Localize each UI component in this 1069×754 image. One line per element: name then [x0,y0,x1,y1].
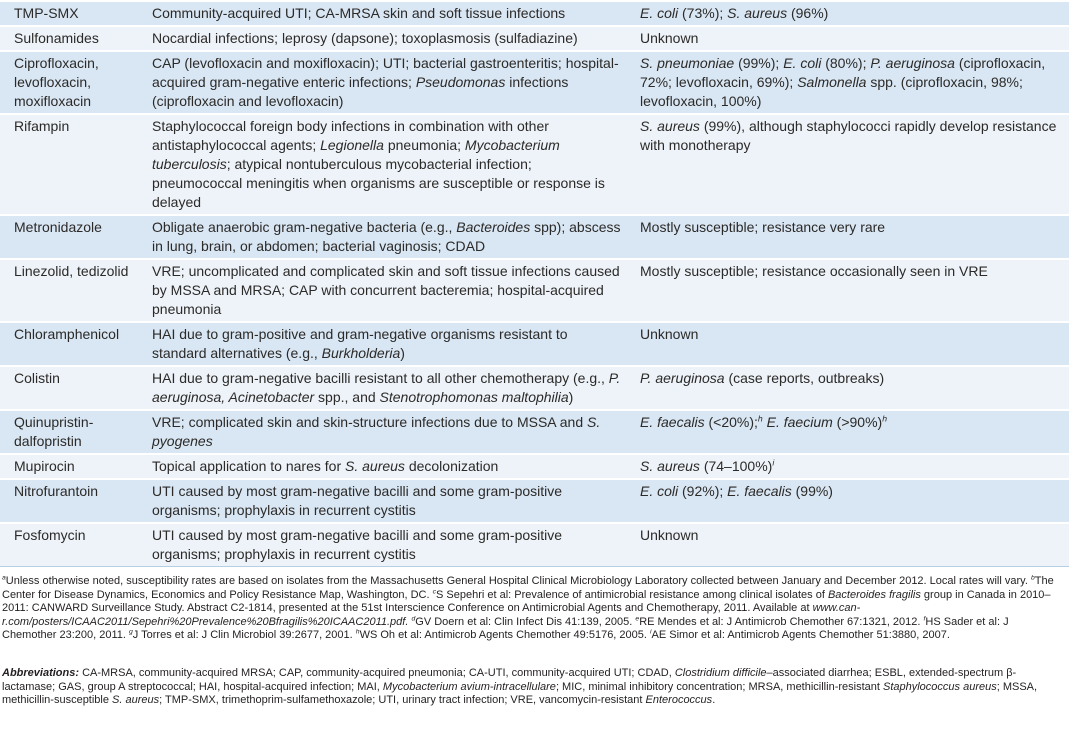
indications-cell: UTI caused by most gram-negative bacilli and some gram-positive organisms; prophylaxis in recurrent cystitis [152,483,563,518]
indications-cell: HAI due to gram-negative bacilli resistant to all other chemotherapy (e.g., P. aeruginosa, Acinetobacter spp., and Stenotrophomonas maltophilia) [152,370,621,405]
table-row [0,367,1069,411]
table-row [0,524,1069,566]
indications-cell: VRE; complicated skin and skin-structure infections due to MSSA and S. pyogenes [152,414,601,449]
antibiotics-table [0,2,1069,567]
indications-cell: VRE; uncomplicated and complicated skin and soft tissue infections caused by MSSA and MRSA; CAP with concurrent bacteremia; hospital-acquired pneumonia [152,263,620,317]
susceptibility-cell: E. coli (73%); S. aureus (96%) [640,5,829,21]
indications-cell: Topical application to nares for S. aureus decolonization [152,458,499,474]
drug-name-cell: Nitrofurantoin [14,483,99,499]
abbreviations: Abbreviations: CA-MRSA, community-acquired MRSA; CAP, community-acquired pneumonia; CA-UTI, community-acquired UTI; CDAD, Clostridium difficile–associated diarrhea; ESBL, extended-spectrum β-lactamase; GAS, group A streptococcal; HAI, hospital-acquired infection; MAI, Mycobacterium avium-intracellulare; MIC, minimal inhibitory concentration; MRSA, methicillin-resistant Staphylococcus aureus; MSSA, methicillin-susceptible S. aureus; TMP-SMX, trimethoprim-sulfamethoxazole; UTI, urinary tract infection; VRE, vancomycin-resistant Enterococcus. [2,666,1038,707]
indications-cell: Community-acquired UTI; CA-MRSA skin and soft tissue infections [152,5,566,21]
table-row [0,52,1069,115]
table-row [0,216,1069,260]
table-row [0,27,1069,52]
susceptibility-cell: E. faecalis (<20%);$^h$ E. faecium (>90%)$^h$ [640,413,888,430]
susceptibility-cell: P. aeruginosa (case reports, outbreaks) [640,370,885,386]
susceptibility-cell: Mostly susceptible; resistance very rare [640,219,886,235]
susceptibility-cell: S. aureus $(74-100\%)^i$ [640,457,775,474]
table-row [0,260,1069,323]
table-row [0,2,1069,27]
indications-cell: Obligate anaerobic gram-negative bacteria (e.g., Bacteroides spp); abscess in lung, brain, or abdomen; bacterial vaginosis; CDAD [152,219,621,254]
drug-name-cell: Metronidazole [14,219,102,235]
table-row [0,411,1069,455]
susceptibility-cell: Mostly susceptible; resistance occasionally seen in VRE [640,263,988,279]
footnotes: $^a$Unless otherwise noted, susceptibility rates are based on isolates from the Massachusetts General Hospital Clinical Microbiology Laboratory collected between January and December 2012. Local rates will vary. $^b$The Center for Disease Dynamics, Economics and Policy Resistance Map, Washington, DC. $^c$S Sepehri et al: Prevalence of antimicrobial resistance among clinical isolates of Bacteroides fragilis group in Canada in 2010–2011: CANWARD Surveillance Study. Abstract C2-1814, presented at the 51st Interscience Conference on Antimicrobial Agents and Chemotherapy, 2011. Available at www.can-r.com/posters/ICAAC2011/Sepehri%20Prevalence%20Bfragilis%20ICAAC2011.pdf. $^d$GV Doern et al: Clin Infect Dis 41:139, 2005. $^e$RE Mendes et al: J Antimicrob Chemother 67:1321, 2012. $^f$HS Sader et al: J Chemother 23:200, 2011. $^g$J Torres et al: J Clin Microbiol 39:2677, 2001. $^h$WS Oh et al: Antimicrob Agents Chemother 49:5176, 2005. $^i$AE Simor et al: Antimicrob Agents Chemother 51:3880, 2007. [2,574,1054,642]
susceptibility-cell: Unknown [640,30,699,46]
table-row [0,323,1069,367]
indications-cell: HAI due to gram-positive and gram-negative organisms resistant to standard alternatives (e.g., Burkholderia) [152,326,568,361]
drug-name-cell: Rifampin [14,118,70,134]
drug-name-cell: Linezolid, tedizolid [14,263,129,279]
drug-name-cell: Quinupristin-dalfopristin [14,414,94,449]
drug-name-cell: TMP-SMX [14,5,79,21]
susceptibility-cell: Unknown [640,326,699,342]
table-row [0,455,1069,480]
indications-cell: Nocardial infections; leprosy (dapsone); toxoplasmosis (sulfadiazine) [152,30,578,46]
drug-name-cell: Mupirocin [14,458,75,474]
indications-cell: UTI caused by most gram-negative bacilli and some gram-positive organisms; prophylaxis in recurrent cystitis [152,527,563,562]
drug-name-cell: Sulfonamides [14,30,99,46]
table-row [0,115,1069,216]
drug-name-cell: Chloramphenicol [14,326,120,342]
susceptibility-cell: S. pneumoniae (99%); E. coli (80%); P. aeruginosa (ciprofloxacin, 72%; levofloxacin, 69%); Salmonella spp. (ciprofloxacin, 98%; levofloxacin, 100%) [640,55,1046,109]
susceptibility-cell: E. coli (92%); E. faecalis (99%) [640,483,833,499]
drug-name-cell: Ciprofloxacin, levofloxacin, moxifloxacin [14,55,99,109]
indications-cell: CAP (levofloxacin and moxifloxacin); UTI; bacterial gastroenteritis; hospital-acquired gram-negative enteric infections; Pseudomonas infections (ciprofloxacin and levofloxacin) [152,55,619,109]
drug-name-cell: Fosfomycin [14,527,86,543]
drug-name-cell: Colistin [14,370,60,386]
susceptibility-cell: S. aureus (99%), although staphylococci rapidly develop resistance with monotherapy [640,118,1057,153]
susceptibility-cell: Unknown [640,527,699,543]
indications-cell: Staphylococcal foreign body infections in combination with other antistaphylococcal agents; Legionella pneumonia; Mycobacterium tuberculosis; atypical nontuberculous mycobacterial infection; pneumococcal meningitis when organisms are susceptible or response is delayed [152,118,605,210]
table-row [0,480,1069,524]
